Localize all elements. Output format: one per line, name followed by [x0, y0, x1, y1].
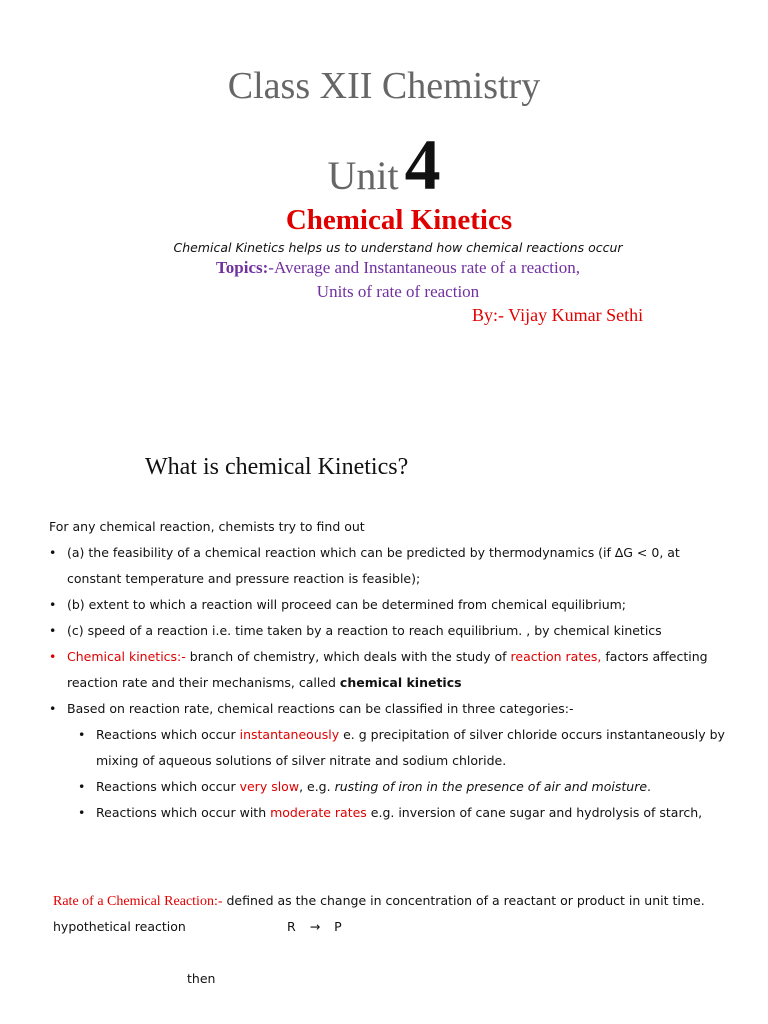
- instant-pre: Reactions which occur: [96, 727, 240, 742]
- bullet-b-text: (b) extent to which a reaction will proceed can be determined from chemical equilibrium;: [67, 597, 627, 612]
- author-credit: By:- Vijay Kumar Sethi: [472, 305, 644, 325]
- bullet-a-text: (a) the feasibility of a chemical reaction which can be predicted by thermodynamics (if ∆G < 0, at constant temperature and pressure reaction is feasible);: [67, 545, 680, 586]
- bullet-dot: •: [49, 545, 57, 560]
- list-item: [67, 774, 729, 800]
- list-item: [49, 696, 729, 826]
- list-item: [67, 722, 729, 774]
- unit-heading: [0, 124, 768, 207]
- bullet-dot: •: [78, 779, 86, 794]
- bullet-dot: •: [78, 805, 86, 820]
- rate-definition: defined as the change in concentration of a reactant or product in unit time.: [222, 893, 705, 908]
- moderate-pre: Reactions which occur with: [96, 805, 271, 820]
- bullet-list: [49, 540, 729, 826]
- document-title: Class XII Chemistry: [227, 65, 541, 107]
- chapter-subtitle: Chemical Kinetics helps us to understand how chemical reactions occur: [173, 240, 623, 255]
- kinetics-text-2: factors affecting reaction rate and their mechanisms, called: [67, 649, 708, 690]
- topics-line-2: Units of rate of reaction: [316, 282, 480, 301]
- section-heading: What is chemical Kinetics?: [145, 454, 409, 480]
- unit-number: 4: [404, 125, 441, 205]
- moderate-highlight: moderate rates: [270, 805, 367, 820]
- list-item: [49, 618, 729, 644]
- product-symbol: P: [334, 919, 342, 934]
- list-item: [49, 592, 729, 618]
- reaction-equation: [287, 916, 342, 938]
- bullet-dot: •: [49, 701, 57, 716]
- rate-definition-line: [53, 890, 705, 913]
- sub-bullet-list: [67, 722, 729, 826]
- reactant-symbol: R: [287, 919, 296, 934]
- bullet-dot: •: [78, 727, 86, 742]
- intro-text: For any chemical reaction, chemists try to find out: [49, 519, 365, 534]
- classify-text: Based on reaction rate, chemical reactions can be classified in three categories:-: [67, 701, 574, 716]
- kinetics-text-1: branch of chemistry, which deals with the study of: [185, 649, 511, 664]
- then-text: then: [187, 971, 216, 986]
- moderate-post: e.g. inversion of cane sugar and hydrolysis of starch,: [366, 805, 703, 820]
- unit-label: Unit: [327, 153, 399, 198]
- list-item: [49, 540, 729, 592]
- arrow-icon: →: [309, 919, 321, 934]
- kinetics-label: Chemical kinetics:-: [67, 649, 186, 664]
- topics-line-1: [0, 258, 768, 278]
- chapter-title: Chemical Kinetics: [285, 204, 513, 236]
- bullet-dot: •: [49, 623, 57, 638]
- bullet-c-text: (c) speed of a reaction i.e. time taken by a reaction to reach equilibrium. , by chemical kinetics: [67, 623, 662, 638]
- list-item: [49, 644, 729, 696]
- bullet-dot: •: [49, 649, 57, 664]
- bullet-dot: •: [49, 597, 57, 612]
- slow-italic: rusting of iron in the presence of air and moisture: [334, 779, 648, 794]
- instant-highlight: instantaneously: [239, 727, 340, 742]
- slow-pre: Reactions which occur: [96, 779, 240, 794]
- instant-post: e. g precipitation of silver chloride occurs instantaneously by mixing of aqueous solutions of silver nitrate and sodium chloride.: [96, 727, 725, 768]
- kinetics-highlight: reaction rates,: [510, 649, 602, 664]
- topics-label: Topics:: [216, 258, 269, 277]
- rate-label: Rate of a Chemical Reaction:-: [53, 894, 223, 909]
- list-item: [67, 800, 729, 826]
- slow-mid: , e.g.: [299, 779, 335, 794]
- kinetics-bold: chemical kinetics: [339, 675, 462, 690]
- slow-post: .: [647, 779, 652, 794]
- topics-text-1: -Average and Instantaneous rate of a reaction,: [268, 258, 580, 277]
- hypothetical-label: hypothetical reaction: [53, 919, 186, 934]
- slow-highlight: very slow: [239, 779, 300, 794]
